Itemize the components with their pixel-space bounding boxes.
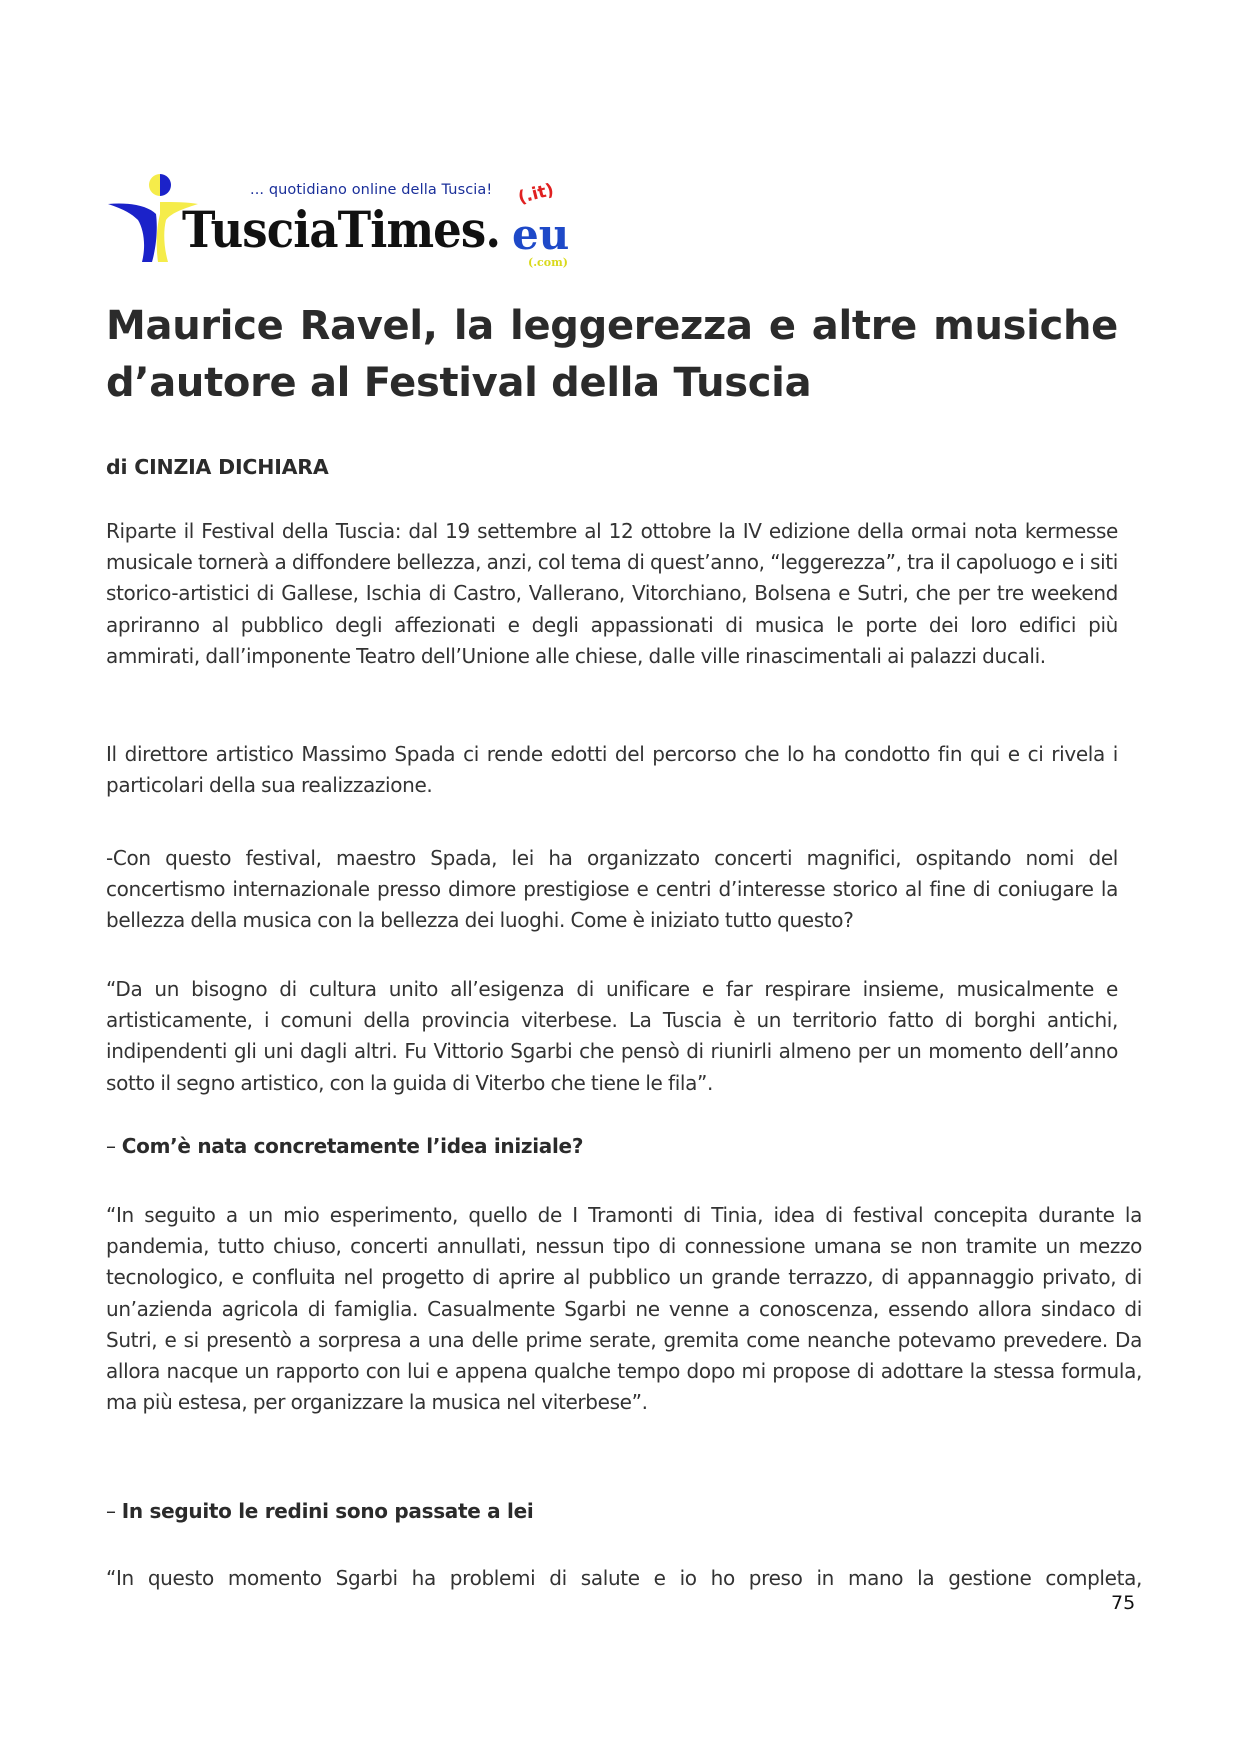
question-dash: – <box>106 1499 122 1523</box>
question-text: Com’è nata concretamente l’idea iniziale? <box>121 1134 584 1158</box>
article-paragraph: “Da un bisogno di cultura unito all’esigenza di unificare e far respirare insieme, musicalmente e artisticamente, i comuni della provincia viterbese. La Tuscia è un territorio fatto di borghi antichi, indipendenti gli uni dagli altri. Fu Vittorio Sgarbi che pensò di riunirli almeno per un momento dell’anno sotto il segno artistico, con la guida di Viterbo che tiene le fila”. <box>106 977 1118 1095</box>
question-text: In seguito le redini sono passate a lei <box>121 1499 534 1523</box>
article-paragraph: -Con questo festival, maestro Spada, lei ha organizzato concerti magnifici, ospitando nomi del concertismo internazionale presso dimore prestigiose e centri d’interesse storico al fine di coniugare la bellezza della musica con la bellezza dei luoghi. Come è iniziato tutto questo? <box>106 846 1118 933</box>
page-number: 75 <box>1111 1592 1136 1614</box>
article-paragraph: “In questo momento Sgarbi ha problemi di salute e io ho preso in mano la gestione completa, <box>106 1566 1142 1590</box>
article-paragraph: Riparte il Festival della Tuscia: dal 19 settembre al 12 ottobre la IV edizione della ormai nota kermesse musicale tornerà a diffondere bellezza, anzi, col tema di quest’anno, “leggerezza”, tra il capoluogo e i siti storico-artistici di Gallese, Ischia di Castro, Vallerano, Vitorchiano, Bolsena e Sutri, che per tre weekend apriranno al pubblico degli affezionati e degli appassionati di musica le porte dei loro edifici più ammirati, dall’imponente Teatro dell’Unione alle chiese, dalle ville rinascimentali ai palazzi ducali. <box>106 519 1118 668</box>
interview-question <box>106 1131 583 1161</box>
logo-tld-it: (.it) <box>516 179 556 209</box>
article-paragraph: Il direttore artistico Massimo Spada ci rende edotti del percorso che lo ha condotto fin qui e ci rivela i particolari della sua realizzazione. <box>106 742 1118 798</box>
article-title-line-2: d’autore al Festival della Tuscia <box>106 360 812 406</box>
article-paragraph: “In seguito a un mio esperimento, quello de I Tramonti di Tinia, idea di festival concepita durante la pandemia, tutto chiuso, concerti annullati, nessun tipo di connessione umana se non tramite un mezzo tecnologico, e confluita nel progetto di aprire al pubblico un grande terrazzo, di appannaggio privato, di un’azienda agricola di famiglia. Casualmente Sgarbi ne venne a conoscenza, essendo allora sindaco di Sutri, e si presentò a sorpresa a una delle prime serate, gremita come neanche potevamo prevedere. Da allora nacque un rapporto con lui e appena qualche tempo dopo mi propose di adottare la stessa formula, ma più estesa, per organizzare la musica nel viterbese”. <box>106 1203 1142 1415</box>
logo-tld-com: (.com) <box>528 256 568 269</box>
question-dash: – <box>106 1134 122 1158</box>
tusciatimes-logo <box>108 172 568 272</box>
article-author: di CINZIA DICHIARA <box>106 455 329 479</box>
article-title <box>106 298 1118 412</box>
logo-tagline: ... quotidiano online della Tuscia! <box>250 182 493 198</box>
logo-wordmark: TusciaTimes. <box>182 200 501 259</box>
logo-tld-eu: eu <box>512 210 570 259</box>
article-title-line-1: Maurice Ravel, la leggerezza e altre musiche <box>106 303 1118 349</box>
interview-question <box>106 1496 533 1526</box>
